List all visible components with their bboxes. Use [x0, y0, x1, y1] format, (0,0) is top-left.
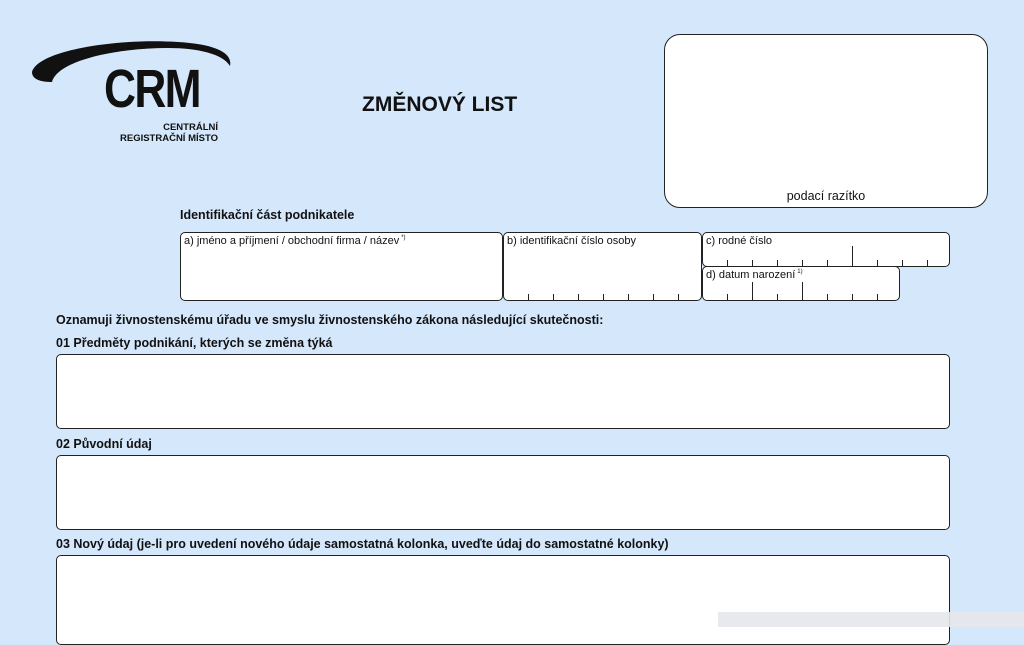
section-03-label: 03 Nový údaj (je-li pro uvedení nového údaje samostatná kolonka, uveďte údaj do samostatné kolonky)	[56, 537, 669, 551]
field-b-tick	[603, 294, 604, 300]
stamp-box	[664, 34, 988, 208]
field-c-label: c) rodné číslo	[706, 235, 773, 247]
field-d-tick	[727, 294, 728, 300]
field-c-birth-number[interactable]	[702, 232, 950, 267]
intro-text: Oznamuji živnostenskému úřadu ve smyslu živnostenského zákona následující skutečnosti:	[56, 313, 604, 327]
logo-subtitle-line2: REGISTRAČNÍ MÍSTO	[120, 133, 218, 144]
field-a-name[interactable]	[180, 232, 503, 301]
field-d-tick	[777, 294, 778, 300]
logo-text: CRM	[104, 59, 200, 119]
field-d-separator	[752, 282, 753, 300]
field-b-label: b) identifikační číslo osoby	[507, 235, 637, 247]
field-d-birth-date[interactable]	[702, 266, 900, 301]
section-02-field[interactable]	[56, 455, 950, 530]
field-d-tick	[852, 294, 853, 300]
field-b-tick	[528, 294, 529, 300]
field-d-note: 1)	[797, 269, 803, 276]
logo-subtitle-line1: CENTRÁLNÍ	[163, 122, 218, 133]
identification-heading: Identifikační část podnikatele	[180, 208, 355, 222]
page-title: ZMĚNOVÝ LIST	[362, 93, 518, 116]
field-d-label	[706, 269, 803, 281]
field-d-separator	[802, 282, 803, 300]
field-d-tick	[827, 294, 828, 300]
field-a-label-text: a) jméno a příjmení / obchodní firma / název	[184, 235, 400, 247]
field-d-label-text: d) datum narození	[706, 269, 796, 281]
field-c-tick	[927, 260, 928, 266]
section-01-label: 01 Předměty podnikání, kterých se změna týká	[56, 336, 333, 350]
field-c-tick	[902, 260, 903, 266]
field-b-tick	[678, 294, 679, 300]
field-b-tick	[653, 294, 654, 300]
field-b-tick	[628, 294, 629, 300]
stamp-label: podací razítko	[786, 189, 866, 203]
section-03-field[interactable]	[56, 555, 950, 645]
field-d-tick	[877, 294, 878, 300]
section-02-label: 02 Původní údaj	[56, 437, 152, 451]
bottom-overlay-bar	[718, 612, 1024, 627]
section-01-field[interactable]	[56, 354, 950, 429]
field-c-separator	[852, 246, 853, 266]
field-a-note: *)	[401, 235, 406, 242]
logo-subtitle	[88, 122, 218, 144]
field-a-label	[184, 235, 406, 247]
field-b-tick	[553, 294, 554, 300]
crm-logo	[28, 36, 238, 146]
field-b-id-number[interactable]	[503, 232, 702, 301]
field-b-tick	[578, 294, 579, 300]
